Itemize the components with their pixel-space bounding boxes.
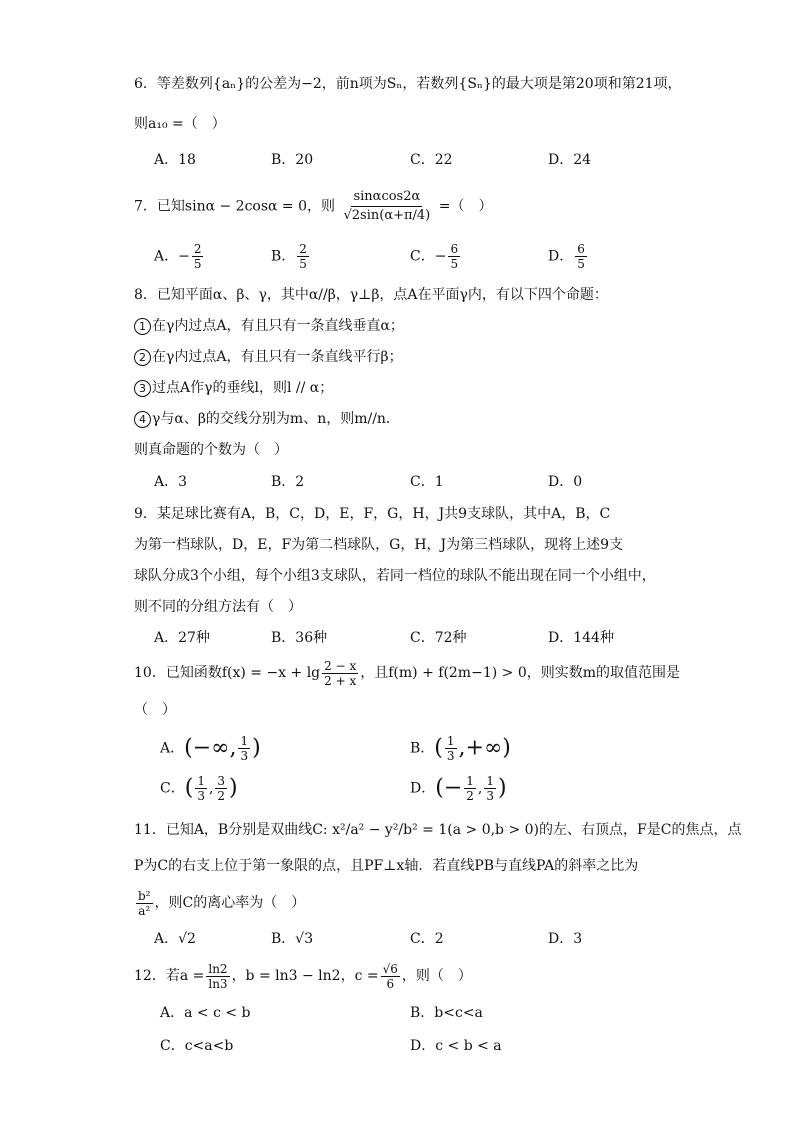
q8-item-1-text: 在γ内过点A，有且只有一条直线垂直α；: [152, 318, 404, 334]
q10-option-d-den2: 3: [486, 789, 494, 803]
q10-option-c-fraction2: [215, 774, 227, 803]
circled-number-icon: 2: [134, 349, 151, 366]
circled-number-icon: 3: [134, 380, 151, 397]
q10-option-d-label: D．: [410, 780, 436, 797]
q7-option-b-fraction: [297, 242, 309, 271]
q8-question: 则真命题的个数为（ ）: [134, 442, 288, 458]
q11-stem-line3-text: ，则C的离心率为（ ）: [154, 895, 306, 911]
q10-option-c-den1: 3: [197, 789, 205, 803]
q7-option-c-fraction: [448, 242, 460, 271]
q12-c-den: 6: [386, 976, 395, 991]
q10-option-a-fraction: [238, 734, 250, 763]
q10-option-d-num1: 1: [466, 774, 474, 788]
q11-stem-line1: 11．已知A，B分别是双曲线C: x²/a² − y²/b² = 1(a > 0,b > 0)的左、右顶点，F是C的焦点，点: [134, 822, 742, 838]
q10-option-c-den2: 2: [217, 789, 226, 803]
q10-option-d-num2: 1: [486, 774, 494, 788]
q7-option-a: [154, 242, 205, 271]
q8-option-c: C．1: [410, 474, 444, 490]
q11-option-d: D．3: [548, 931, 583, 947]
circled-number-icon: 4: [134, 411, 151, 428]
q12-option-d: D．c < b < a: [410, 1038, 502, 1054]
q10-numerator: 2 − x: [324, 658, 357, 673]
q11-option-c: C．2: [410, 931, 444, 947]
q8-item-2: [134, 347, 403, 367]
q10-option-a: [160, 734, 261, 763]
q12-stem: [134, 960, 472, 992]
q9-option-d: D．144种: [548, 630, 614, 646]
q10-option-a-den: 3: [240, 749, 249, 763]
q12-option-c: C．c<a<b: [160, 1038, 234, 1054]
q11-ratio-den: a²: [138, 903, 151, 918]
q10-option-c-right: ): [229, 775, 238, 801]
q7-option-b-label: B．: [271, 248, 296, 265]
q9-stem-line4: 则不同的分组方法有（ ）: [134, 599, 302, 615]
q10-option-c: [160, 774, 238, 803]
q12-a-num: ln2: [208, 961, 228, 976]
q7-option-c: [410, 242, 462, 271]
q10-option-c-num2: 3: [217, 774, 226, 788]
q12-a-den: ln3: [208, 976, 228, 991]
q10-option-c-left: (: [184, 775, 194, 801]
q12-suffix: ，则（ ）: [401, 968, 472, 984]
q10-option-c-comma: ,: [208, 780, 214, 797]
q8-item-4-text: γ与α、β的交线分别为m、n，则m//n．: [152, 411, 400, 427]
q9-stem-line2: 为第一档球队，D，E，F为第二档球队，G，H，J为第三档球队，现将上述9支: [134, 537, 624, 553]
q10-option-d-comma: ,: [477, 780, 483, 797]
q12-b-text: ，b = ln3 − ln2，: [231, 968, 355, 984]
q7-option-b-num: 2: [299, 242, 307, 256]
q10-option-a-left: (−∞,: [184, 735, 237, 761]
q6-option-d: D．24: [548, 152, 592, 168]
q11-stem-line2: P为C的右支上位于第一象限的点，且PF⊥x轴．若直线PB与直线PA的斜率之比为: [134, 858, 639, 874]
q7-option-a-den: 5: [193, 257, 202, 271]
q9-stem-line1: 9．某足球比赛有A，B，C，D，E，F，G，H，J共9支球队，其中A，B，C: [134, 506, 611, 522]
q10-option-b-left: (: [434, 735, 443, 761]
q7-expression-fraction: [341, 188, 432, 225]
q9-option-c: C．72种: [410, 630, 467, 646]
q9-option-b: B．36种: [271, 630, 328, 646]
q11-option-a: A．√2: [154, 931, 196, 947]
q10-option-b: [410, 734, 511, 763]
q7-option-a-label: A．−: [154, 248, 190, 265]
q10-suffix: ，且f(m) + f(2m−1) > 0，则实数m的取值范围是: [360, 665, 681, 681]
q7-option-c-num: 6: [450, 242, 459, 256]
q10-option-b-den: 3: [446, 749, 455, 763]
q10-option-d: [410, 774, 507, 803]
q7-stem: [134, 188, 492, 225]
q10-option-c-fraction1: [195, 774, 207, 803]
q10-option-c-num1: 1: [197, 774, 205, 788]
q7-option-b: [271, 242, 311, 271]
q8-option-a: A．3: [154, 474, 188, 490]
q8-stem: 8．已知平面α、β、γ，其中α//β，γ⊥β，点A在平面γ内，有以下四个命题：: [134, 287, 608, 303]
q8-option-d: D．0: [548, 474, 583, 490]
circled-number-icon: 1: [134, 318, 151, 335]
q6-option-c: C．22: [410, 152, 453, 168]
q10-option-a-num: 1: [240, 734, 249, 748]
q12-a-label: a =: [179, 968, 205, 984]
q10-option-b-num: 1: [446, 734, 455, 748]
q7-option-d-fraction: [575, 242, 587, 271]
q7-denominator: √2sin(α+π/4): [343, 208, 431, 223]
q8-option-b: B．2: [271, 474, 305, 490]
q11-ratio-num: b²: [138, 888, 151, 903]
q10-option-b-label: B．: [410, 740, 435, 757]
q9-option-a: A．27种: [154, 630, 210, 646]
q7-option-c-den: 5: [450, 257, 459, 271]
q9-stem-line3: 球队分成3个小组，每个小组3支球队，若同一档位的球队不能出现在同一个小组中，: [134, 568, 656, 584]
q10-option-a-right: ): [252, 735, 261, 761]
q7-option-c-label: C．−: [410, 248, 447, 265]
q10-option-d-den1: 2: [466, 789, 474, 803]
q10-option-d-right: ): [498, 775, 507, 801]
q8-item-2-text: 在γ内过点A，有且只有一条直线平行β；: [152, 349, 403, 365]
q7-numerator: sinαcos2α: [351, 188, 422, 207]
q8-item-3-text: 过点A作γ的垂线l，则l // α；: [152, 380, 334, 396]
q11-ratio-fraction: [136, 889, 153, 918]
q7-option-d: [548, 242, 589, 271]
q10-option-b-fraction: [445, 734, 457, 763]
q12-prefix: 12．若: [134, 968, 180, 984]
q10-option-b-right: ,+∞): [458, 735, 511, 761]
q7-option-d-den: 5: [577, 257, 585, 271]
q12-c-num: √6: [382, 961, 398, 976]
q8-item-4: [134, 409, 400, 429]
q10-denominator: 2 + x: [324, 673, 357, 688]
q7-suffix: =（ ）: [438, 198, 493, 215]
q12-option-b: B．b<c<a: [410, 1005, 483, 1021]
q10-option-d-fraction2: [484, 774, 496, 803]
q11-option-b: B．√3: [271, 931, 314, 947]
q7-option-b-den: 5: [299, 257, 307, 271]
q8-item-3: [134, 378, 333, 398]
q12-c-fraction: [381, 962, 400, 991]
q12-option-a: A．a < c < b: [160, 1005, 251, 1021]
q10-prefix: 10．已知函数f(x) = −x + lg: [134, 665, 321, 681]
q10-stem: [134, 658, 680, 688]
q12-a-fraction: [206, 962, 229, 991]
q10-option-d-fraction1: [464, 774, 476, 803]
q10-function-fraction: [322, 659, 358, 688]
q7-option-a-fraction: [192, 242, 204, 271]
q10-stem-line2: （ ）: [134, 702, 176, 718]
q10-option-a-label: A．: [160, 740, 185, 757]
q6-option-a: A．18: [154, 152, 196, 168]
q7-option-d-label: D．: [548, 248, 574, 265]
q6-stem-line1: 6．等差数列{aₙ}的公差为−2，前n项为Sₙ，若数列{Sₙ}的最大项是第20项和第21项，: [134, 76, 682, 92]
q7-prefix: 7．已知sinα − 2cosα = 0，则: [134, 198, 336, 215]
q6-option-b: B．20: [271, 152, 314, 168]
q7-option-a-num: 2: [193, 242, 202, 256]
q11-stem-line3: [134, 886, 305, 920]
q8-item-1: [134, 316, 404, 336]
q12-c-label: c =: [354, 968, 379, 984]
q6-stem-line2: 则a₁₀ =（ ）: [134, 116, 226, 132]
q10-option-d-left: (−: [435, 775, 463, 801]
q10-option-c-label: C．: [160, 780, 185, 797]
q7-option-d-num: 6: [577, 242, 585, 256]
